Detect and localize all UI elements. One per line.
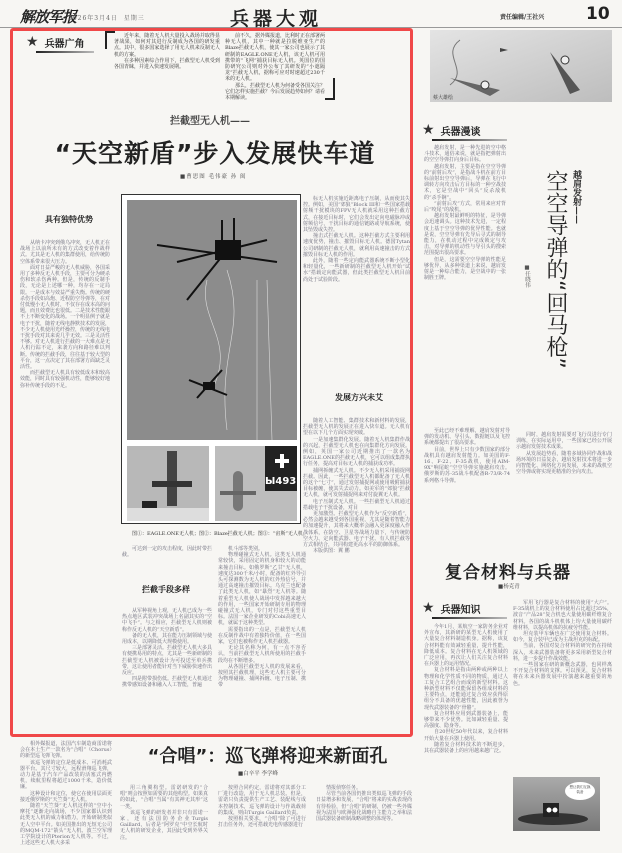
paragraph: 越肩发射，主要是指在空空导弹的“前射后攻”，是指战斗机在前方目标前射出空空导弹后，导弹在飞行中调转方向攻击后方目标的一种空战技术，它是空战中“回头”反杀敌机的“杀手锏”。	[424, 163, 506, 201]
bottom-column-3	[316, 785, 412, 822]
paragraph: 三是部署灵活。拦截型无人机大多具有便携易用的特点，尤其是一些新研制的拦截型无人机被设计为可投送至单兵携带，这让使用者能针对当下威胁快速作出反应。	[122, 645, 213, 677]
paragraph: 复合材料是指由两种或两种以上物理和化学性质不同的物质，通过人工复合工艺组合而成的新型材料。这种新型材料不仅能保留各组成材料的主要特点，还能通过复合效应获得原组分不具备的优越性能，因此被誉为现代武器装备的“骨骼”。	[424, 667, 508, 711]
intro-bracket-br	[325, 78, 335, 100]
paragraph: “前射后攻”方式，常用来应对背后“咬尾”的敌机。	[424, 200, 506, 214]
badge-underline	[432, 617, 507, 619]
essay-column-2	[424, 428, 510, 484]
star-icon: ★	[422, 122, 435, 138]
column-badge-bingqi-guangjiao	[26, 34, 85, 50]
issue-date	[68, 13, 145, 22]
article-byline: ■曹思图 毛伟豪 孙 闽	[180, 174, 247, 180]
paragraph: 尽管当前各国仍推出类似巡飞弹的手段日益增多和发展，“合唱”将来的实战表现尚有待检验，但“合唱”的研制，仍被一些外媒视为法国与欧洲强化战略自主能力之举和法国武器装备研制战略调整的体现等。	[316, 791, 412, 823]
paragraph: 需要指出的一点是，拦截型无人机在反制作战中有着独特价值，在一些国家，它们也被称作无人机拦截器。	[218, 626, 306, 646]
essay-author: ■任晓伟	[524, 265, 530, 288]
essay-column-1	[424, 145, 506, 281]
paragraph: 从军种视角上观，无人机已成为一些热点地区武装冲突战场上名副其实的“空中飞手”。与之相应，拦截型无人机则被称作反无人机的“天空新盾”。	[122, 608, 213, 633]
badge-underline	[36, 51, 94, 53]
photo-marking: Ы493	[265, 476, 297, 487]
section-heading: 具有独特优势	[45, 215, 93, 224]
star-icon: ★	[26, 34, 39, 50]
blaze-drone-illustration	[127, 446, 209, 521]
column-label: 兵器漫谈	[440, 126, 481, 138]
paragraph: 此外，随着一些定向能武器系统不断小型化和轻量化，一些新研制的拦截型无人机开始“试水”搭载定向能武器，但此类拦截型无人机目前尚处于试验阶段。	[303, 258, 410, 283]
newspaper-logo: 解放军报	[20, 8, 77, 26]
paragraph: 无论其名称为何，有一点不容否认，当前拦截型无人机所使用的拦截手段均在不断增多。	[218, 645, 306, 664]
photo-interceptor-drone-net	[127, 200, 297, 440]
column-badge-bingqi-mantan	[422, 122, 481, 138]
paragraph: 而拦截型无人机具有较低成本和较高效能，同时具有较强机动性，能够较好地弥补传统手段的不足。	[20, 370, 111, 389]
text-column-mid2	[218, 546, 306, 689]
column-label: 兵器知识	[440, 604, 481, 616]
article-title: “天空新盾”步入发展快车道	[54, 139, 376, 168]
text-column-right-top	[303, 196, 410, 283]
knowledge-column-2	[513, 600, 612, 687]
text-column-mid1-top	[122, 546, 212, 558]
column-label: 兵器广角	[44, 38, 85, 50]
text-column-left	[20, 240, 110, 389]
paragraph: 随着人工智能、集群技术和新材料的发展，拦截型无人机的发展正在进入快车道。无人机有望在以下几个方面实现突破。	[303, 418, 410, 437]
essay-kicker: 越肩发射——	[571, 170, 581, 224]
paragraph: 按照合同约定，雷诺将对其部分工厂进行改造，用于无人机总装。但是，雷诺只负责提供生产工艺、装配线与成本控制技术，巡飞弹的设计与作战载荷的集成，则由Turgis Gaillard负责。	[218, 785, 306, 816]
cartoon-credit: 蔡大雄绘	[433, 95, 454, 101]
jet-illustration	[430, 30, 612, 102]
paragraph: 同时，越肩发射需要对飞行员进行专门训练，在实际运用中，一些国家已经公开展示越肩发射技术成果。	[516, 432, 612, 451]
paragraph: 按照相关要求，“合唱”除了可进行打击任务外，还可搭载光电传感器进行	[218, 816, 306, 829]
paragraph: 但是，这需要空空导弹的性能足够优异，从多种渠道上来说，越肩发射是一种综合能力，是空战中的一张制胜王牌。	[424, 256, 506, 282]
paragraph: 备的无人机，其在能力压制领域与使用成本，以期降低大规模使用。	[122, 632, 213, 646]
paragraph: 复合材料应用到武器装备上，能够带来不少优势。比如减轻重量、提高强度、隐身等。	[424, 710, 508, 730]
paragraph: 机斗部等类别。	[228, 546, 264, 552]
paragraph: 一些国家在研的新概念武器，也同样离不开复合材料的支撑。可以预见，复合材料将在未来兵器发展中扮演越来越重要的角色。	[513, 662, 612, 687]
paragraph: 越肩发射最鲜明的特征，是导弹会迅速调头。这种技术先进，一定程度上基于空空导弹的优异性能。也就是说，空空导弹有先导后寻式的制导能力，在机动过程中完成锁定与攻击，对导弹的机动性与导引头的搜索范围提出很高要求。	[424, 213, 506, 257]
paragraph: 用三角翼构型。雷诺研发的“合唱”则会按照如需要的其他构型。如果真的如此，“合唱”当属“有其神无其形”这一类。	[120, 785, 208, 810]
essay-title: 空空导弹的“回马枪”	[543, 170, 568, 369]
intro-paragraph: 近年来，随着无人机大量投入战场并取得显著战果，如何对其进行反制成为各国的研发重点。其中，很多国家选择了用无人机来反制无人机的方案。	[114, 33, 220, 58]
paragraph: 一是加速集群化发展。随着无人机集群作战的兴起，拦截型无人机也在向集群化方向发展。例如，英国一家公司近期推出了一款名为EAGLE.ONE的拦截无人机，它可以组成集群执行任务，提高对目标无人机的捕获成功率。	[303, 436, 410, 468]
paragraph: 面对日益严峻的无人机威胁，各国采用了多种反无人机手段，主要可分为硬杀伤和软杀伤两种。但是，传统的反制手段，无论是上述哪一种，均存在一定局限。一是成本与效益严重失衡。传统的硬杀伤手段如高炮、近程防空导弹等，在对付低慢小无人机时，不仅存在成本高的问题，而且效费比也很低。二是技术性能跟不上不断变化的战场。一个明显例子就是电子干扰，随着无线电静默技术的发展，不少无人机使用光纤操控，传统的无线电干扰手段对其来说几乎无效。三是灵活性不够。对无人机进行拦截的一大难点是无人机行踪不定，来袭方向和路径难以判断。传统的拦截手段，往往基于较大型的平台，这一点决定了其在部署方面缺乏灵活性。	[20, 264, 111, 371]
drone-net-illustration	[127, 200, 297, 440]
star-icon: ★	[422, 600, 435, 616]
section-title: 兵器大观	[230, 8, 323, 30]
knowledge-title: 复合材料与兵器	[445, 563, 571, 583]
cartoon-fighter-jets	[430, 30, 612, 102]
weekday: 星期三	[123, 15, 145, 22]
paragraph: 从发展趋势看，随着多域协同作战和战场环境的日益复杂，越肩发射技术将进一步向智能化、网络化方向发展，未来的战机空空导弹或将实现更精准的全向攻击。	[516, 450, 612, 476]
bottom-column-1	[120, 785, 208, 841]
intro-paragraph: 前不久，据外媒报道，比利时正在部署两种无人机，其中一种就是拉脱维亚生产的Blaze拦截无人机，使其一家公司也展示了其研制的EAGLE.ONE无人机，该无人机可用携带的“飞网”捕获目标无人机。英国位的国防研究公司则对外公布了其研发的“小遮隔龙”拦截无人机，据称可应对时速超过230千米的无人机。	[225, 33, 326, 83]
paragraph: 相外媒报道，法国汽车制造商雷诺将会在本土生产一款名为“合唱”（Chorus）的新型巡飞弹飞弹。	[20, 741, 112, 760]
essay-column-3	[516, 432, 612, 475]
cartoon-speech-bubble: 想让我们互换装备	[569, 785, 591, 794]
paragraph: 电子压制式无人机。一些拦截型无人机通过搭载电子干扰设备，对目	[303, 498, 410, 511]
paragraph: 捕网拆缠式无人机。不少无人机采用捕捉网拦截。因此，一些拦截型无人机都配备了无人机的这个“七寸”，通过发射捕捉网或使用吸附捕获目标被缠，使其失去动力。如美军的“郊狼”拦截无人机，就可发射捕捉网来对付旋翼无人机。	[303, 467, 410, 499]
bottom-article-title: “合唱”：巡飞弹将迎来新面孔	[147, 746, 388, 767]
intro-paragraph: 在多种因素综合作用下，拦截型无人机受到各国青睐，并进入快速发展期。	[114, 57, 220, 71]
paragraph: 该巡飞弹的研发者并非只有雷诺一家，还有法国防务企业Turgis Gaillard，后者是“阿罗克”中空长航时无人机的研发企业，其因此受到外界关注。	[120, 809, 208, 841]
paragraph: 标无人机实施近距离电子压制，从而使其失控。例如，美国“郊狼”Block III和一些国家搭载射频干扰模块的FPV无人机就采用这种拦截方式，在接近目标时，它们会发出定向电磁脉冲或射频信号，干扰目标的通信链路或导航系统，使其坠毁或失控。	[303, 196, 410, 234]
paragraph: 更加激烈。拦截型无人机作为“反空新盾”，必然会越来越受到各国重视，尤其是随着智能力的加速提升，其将来大概率会融入更深度融入作战体系，在防空、卫星等战场力量下，与传统防空火力、定向能武器、电子干扰、有人机拦截等方式相结合，共同构建更高水平的防御体系。	[303, 511, 410, 549]
article-kicker: 拦截型无人机——	[170, 116, 250, 127]
photo-zeus-drone	[215, 446, 297, 521]
bottom-column-left	[20, 741, 112, 846]
date: 2026年3月4日	[68, 15, 118, 22]
paragraph: 从纳卡冲突到俄乌冲突，无人机正在战场上以前所未有的方式改变着作战样式。尤其是无人机的集群使用，给传统防空体系带来很大压力。	[20, 240, 111, 265]
intro-col-1	[114, 33, 220, 70]
paragraph: 今年1月，某航空一家防务企业对外宣布，其新研的某型无人机使用了大量复合材料制造机身。据称，该复合材料能有效减轻重量，提升性能，降低成本。复合材料在无人机领域的广泛应用，再次让人们关注复合材料在兵器上的运用情况。	[424, 624, 508, 668]
paragraph: 坦克装甲车辆也在广泛使用复合材料。如今，复合装甲已成为主战坦克的标配。	[513, 631, 612, 644]
photo-caption: 图①：EAGLE.ONE无人机；图②：Blaze拦截无人机；图③：“宙斯”无人机。	[132, 531, 308, 537]
paragraph: 越肩发射，是一种先进的空中格斗技术，通俗来说，就是指把弹射出的空空导弹打向身后目标。	[424, 145, 506, 164]
photo-credit: 本版供图：翼 鹏	[313, 548, 350, 555]
photo-frame	[121, 194, 301, 524]
bottom-column-2	[218, 785, 306, 828]
paragraph: 目前，世界上只有少数国家的部分战机具有越肩发射能力。如美国的F-16、F-22、F-35战机，使用AIM-9X“响尾蛇”空空导弹实施越肩攻击。俄罗斯的苏-35战斗机配备R-73/R-74系列格斗导弹。	[424, 446, 510, 484]
cartoon-submarine	[513, 777, 600, 831]
text-column-right-bottom	[303, 418, 410, 554]
masthead	[0, 0, 622, 28]
paragraph: 可达到一定的攻击程度，因此时带拦截。	[122, 546, 213, 559]
paragraph: 至此已经不难理解，越肩发射对导弹的发动机、导引头、数据链以及飞控系统都提出了很高要求。	[424, 428, 510, 447]
text-column-mid1	[122, 608, 212, 689]
paragraph: 四是附带损伤低。拦截型无人机通过携带感知设备和融入人工智能，普遍	[122, 676, 213, 689]
section-heading: 发展方兴未艾	[335, 393, 383, 402]
paragraph: 这种设计和定位，使它在使用层面更接近俄罗斯的“天竺葵”无人机。	[20, 790, 112, 803]
page-number: 10	[586, 4, 610, 24]
knowledge-column-1	[424, 624, 508, 754]
photo-blaze-drone	[127, 446, 209, 521]
paragraph: 该巡飞弹的定位是低成本、可消耗武器平台。其尺寸较大，远程滑翔巡飞弹，动力是基于汽车产品改装的活塞式内燃机，续航里程将超过1000千米，造价低廉。	[20, 759, 112, 791]
paragraph: 从各国拦截型无人机的发展来看，按照其拦截机理，这些无人机主要可分为物理碰撞、捕网拆缠、电子压制、携带	[218, 663, 306, 689]
section-heading: 拦截手段多样	[142, 585, 190, 594]
intro-col-2	[225, 33, 325, 101]
knowledge-author: ■杨克青	[498, 584, 520, 590]
paragraph: 物理碰撞式无人机。这类无人机通常较快，采用固定的机身和较大的动能来撞击目标。如俄罗斯“乙甘”无人机，速度达300千米/小时，配备的红外导引头可探测数为无人机的红外热信号，并通过高速撞击摧毁目标。乌克兰也配备了此类无人机，如“暴烈”无人机等。随着重型无人机使人战场中发挥越来越大的作用，一些国家开始研制专用的物理碰撞式无人机，专门对付这些重型目标。法国一家企业研发的Cobi高速无人机，就属于这种类型。	[218, 552, 306, 627]
paragraph: 当前，各国对复合材料的研究仍在持续深入，未来武器装备将更多采用新型复合材料，进一步提升作战效能。	[513, 643, 612, 662]
badge-underline	[432, 139, 507, 141]
paragraph: 撞击式拦截无人机。这种拦截方式主要利用速度优势，撞击、摧毁目标无人机。德国Tytan公司研制的拦截无人机，就利用高速撞击的方式摧毁目标无人机的作用。	[303, 233, 410, 258]
editor: 责任编辑/王社兴	[500, 14, 545, 21]
paragraph: 随着复合材料技术的不断进步，其在武器装备上的应用越来越广泛。	[424, 741, 508, 755]
bottom-article-author: ■白辛平 李学峰	[238, 771, 278, 777]
intro-paragraph: 那么，拦截型无人机为何备受各国关注？它们怎样实施拦截？今后发展趋势如何？请看本期解读。	[225, 82, 326, 102]
paragraph: 情报侦察任务。	[326, 785, 362, 791]
column-badge-bingqi-zhishi	[422, 600, 481, 616]
paragraph: 自20世纪50年代以来，复合材料开始大量在兵器上使用。	[424, 729, 508, 742]
paragraph: 随着“天竺葵”无人机这样的“空中小摩托”逐渐走向战场，不少国家都认识到此类无人机的威力和潜力，开始研制类似无人空中平台。如美国推出的无短无公司的MQM-172“箭头”无人机、波兰空军理工学院设计的Pterion无人机等。不过，上述这些无人机大多采	[20, 803, 112, 847]
paragraph: 军用飞行器是复合材料的使用“大户”。F-35战机上的复合材料使用占比超过35%，波音“产品28”复合机也大量使用碳纤维复合材料。各国的战斗机机体上均大量使用碳纤维材料，以提高机体的抗疲劳性能。	[513, 600, 612, 631]
